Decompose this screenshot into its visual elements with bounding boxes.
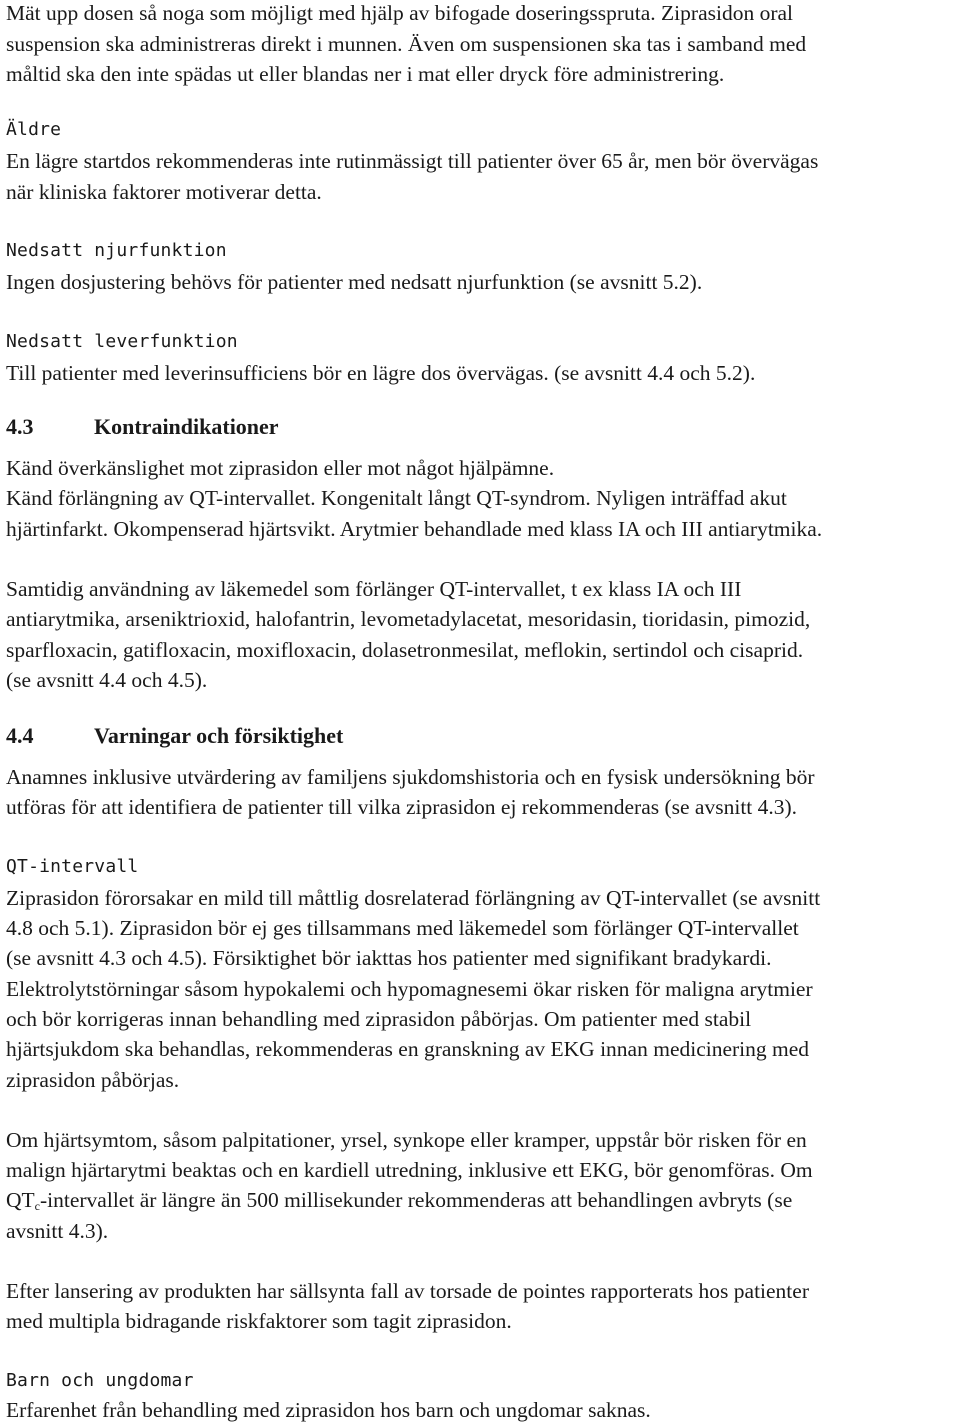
section-number: 4.3: [6, 414, 34, 439]
subheading-leverfunktion: Nedsatt leverfunktion: [6, 331, 238, 352]
section-heading-4-3: [6, 416, 279, 438]
subheading-aldre: Äldre: [6, 119, 62, 140]
body-text-line: Om hjärtsymtom, såsom palpitationer, yrsel, synkope eller kramper, uppstår bör risken för en: [6, 1128, 807, 1152]
body-text-line: måltid ska den inte spädas ut eller blandas ner i mat eller dryck före administrering.: [6, 62, 725, 86]
qtc-rest: -intervallet är längre än 500 millisekunder rekommenderas att behandlingen avbryts (se: [40, 1188, 793, 1212]
body-text-line: hjärtinfarkt. Okompenserad hjärtsvikt. Arytmier behandlade med klass IA och III antiarytmika.: [6, 517, 823, 541]
subheading-njurfunktion: Nedsatt njurfunktion: [6, 240, 227, 261]
qt-abbrev: QT: [6, 1188, 35, 1212]
body-text-line: malign hjärtarytmi beaktas och en kardiell utredning, inklusive ett EKG, bör genomföras. Om: [6, 1158, 813, 1182]
body-text-line: sparfloxacin, gatifloxacin, moxifloxacin, dolasetronmesilat, meflokin, sertindol och cisaprid.: [6, 638, 804, 662]
body-text-line: Ingen dosjustering behövs för patienter med nedsatt njurfunktion (se avsnitt 5.2).: [6, 270, 703, 294]
body-text-line-qtc: [6, 1190, 792, 1212]
body-text-line: med multipla bidragande riskfaktorer som tagit ziprasidon.: [6, 1309, 512, 1333]
body-text-line: (se avsnitt 4.4 och 4.5).: [6, 668, 208, 692]
body-text-line: Känd överkänslighet mot ziprasidon eller mot något hjälpämne.: [6, 456, 555, 480]
section-heading-4-4: [6, 725, 343, 747]
body-text-line: Mät upp dosen så noga som möjligt med hjälp av bifogade doseringsspruta. Ziprasidon oral: [6, 1, 793, 25]
section-title: Varningar och försiktighet: [94, 723, 344, 748]
body-text-line: Anamnes inklusive utvärdering av familjens sjukdomshistoria och en fysisk undersökning bör: [6, 765, 815, 789]
body-text-line: suspension ska administreras direkt i munnen. Även om suspensionen ska tas i samband med: [6, 32, 807, 56]
subheading-barn-och-ungdomar: Barn och ungdomar: [6, 1370, 194, 1391]
body-text-line: ziprasidon påbörjas.: [6, 1068, 180, 1092]
section-number: 4.4: [6, 723, 34, 748]
body-text-line: Elektrolytstörningar såsom hypokalemi och hypomagnesemi ökar risken för maligna arytmier: [6, 977, 813, 1001]
body-text-line: Känd förlängning av QT-intervallet. Kongenitalt långt QT-syndrom. Nyligen inträffad akut: [6, 486, 787, 510]
body-text-line: En lägre startdos rekommenderas inte rutinmässigt till patienter över 65 år, men bör övervägas: [6, 149, 819, 173]
body-text-line: Erfarenhet från behandling med ziprasidon hos barn och ungdomar saknas.: [6, 1398, 651, 1422]
body-text-line: hjärtsjukdom ska behandlas, rekommenderas en granskning av EKG innan medicinering med: [6, 1037, 810, 1061]
qt-subscript: c: [34, 1199, 40, 1213]
subheading-qt-intervall: QT-intervall: [6, 856, 139, 877]
section-title: Kontraindikationer: [94, 414, 279, 439]
body-text-line: Till patienter med leverinsufficiens bör en lägre dos övervägas. (se avsnitt 4.4 och 5.2).: [6, 361, 756, 385]
body-text-line: avsnitt 4.3).: [6, 1219, 109, 1243]
body-text-line: utföras för att identifiera de patienter till vilka ziprasidon ej rekommenderas (se avsnitt 4.3).: [6, 795, 798, 819]
body-text-line: när kliniska faktorer motiverar detta.: [6, 180, 322, 204]
body-text-line: Efter lansering av produkten har sällsynta fall av torsade de pointes rapporterats hos patienter: [6, 1279, 809, 1303]
body-text-line: Ziprasidon förorsakar en mild till måttlig dosrelaterad förlängning av QT-intervallet (se avsnitt: [6, 886, 821, 910]
body-text-line: (se avsnitt 4.3 och 4.5). Försiktighet bör iakttas hos patienter med signifikant bradykardi.: [6, 946, 772, 970]
body-text-line: 4.8 och 5.1). Ziprasidon bör ej ges tillsammans med läkemedel som förlänger QT-intervallet: [6, 916, 799, 940]
body-text-line: Samtidig användning av läkemedel som förlänger QT-intervallet, t ex klass IA och III: [6, 577, 742, 601]
body-text-line: antiarytmika, arseniktrioxid, halofantrin, levometadylacetat, mesoridasin, tioridasin, pimozid,: [6, 607, 811, 631]
body-text-line: och bör korrigeras innan behandling med ziprasidon påbörjas. Om patienter med stabil: [6, 1007, 752, 1031]
